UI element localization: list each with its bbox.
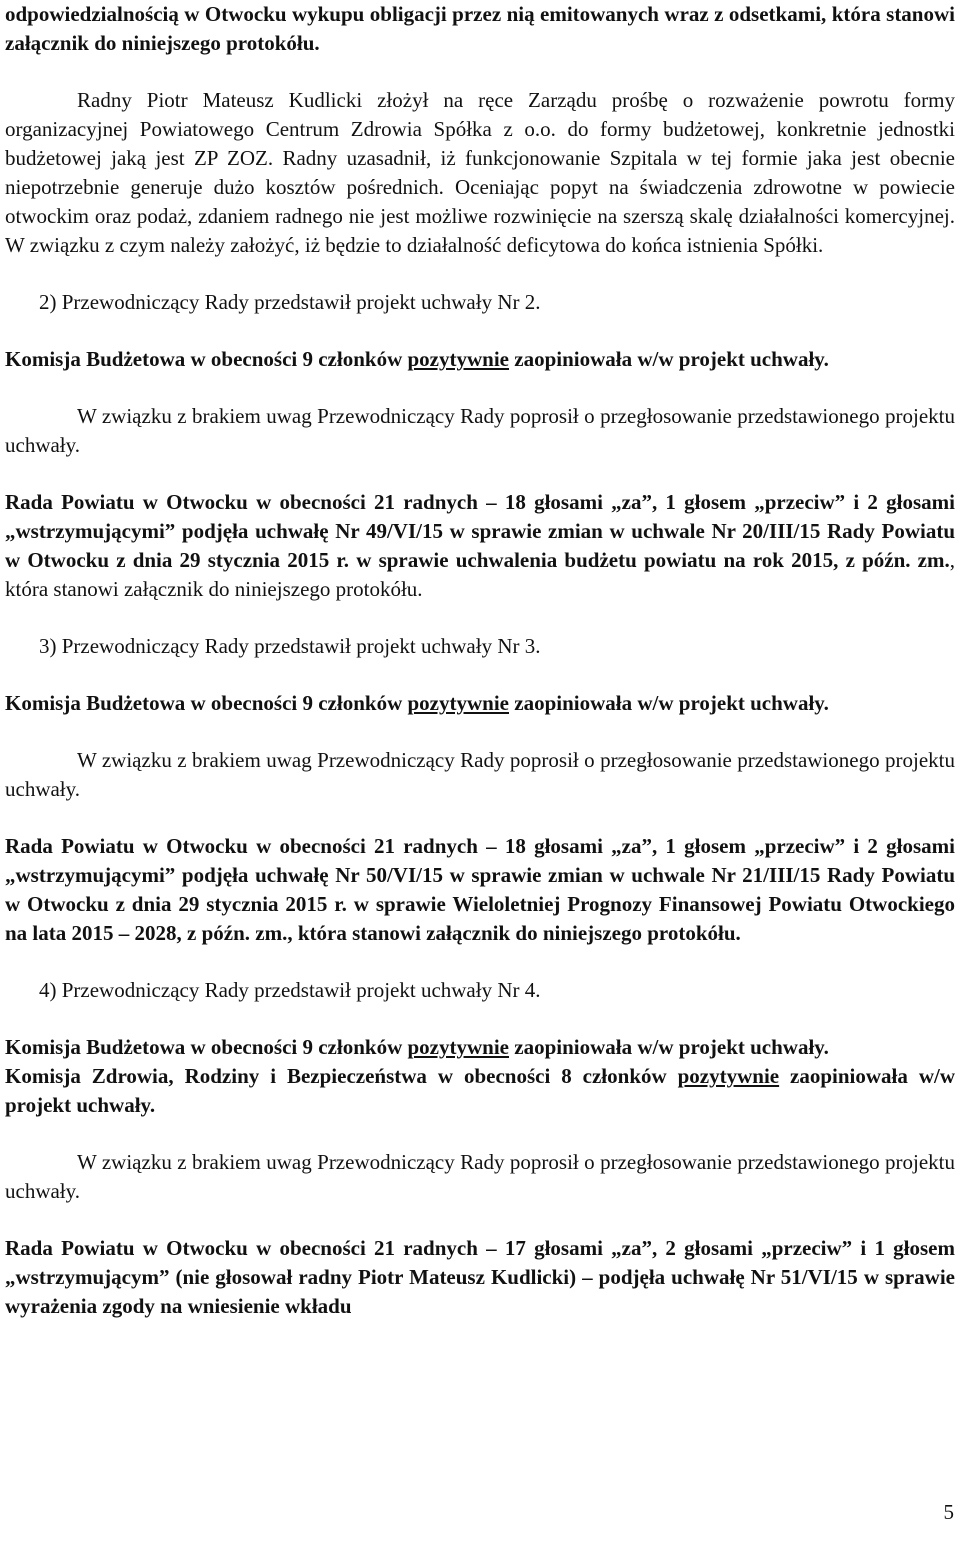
agenda-item-3: 3) Przewodniczący Rady przedstawił projekt uchwały Nr 3. [39,634,541,658]
budget-committee-opinion-2 [5,345,955,374]
paragraph-kudlicki-request: Radny Piotr Mateusz Kudlicki złożył na ręce Zarządu prośbę o rozważenie powrotu formy organizacyjnej Powiatowego Centrum Zdrowia Spółka z o.o. do formy budżetowej, konkretnie jednostki budżetowej jaką jest ZP ZOZ. Radny uzasadnił, iż funkcjonowanie Szpitala w tej formie jaka jest obecnie niepotrzebnie generuje dużo kosztów pośrednich. Oceniając popyt na świadczenia zdrowotne w powiecie otwockim oraz podaż, zdaniem radnego nie jest możliwe rozwinięcie na szerszą skalę działalności komercyjnej. W związku z czym należy założyć, iż będzie to działalność deficytowa do końca istnienia Spółki. [5,88,955,257]
spacer [5,948,955,976]
budget-committee-opinion-3 [5,689,955,718]
resolution-text: Rada Powiatu w Otwocku w obecności 21 radnych – 18 głosami „za”, 1 głosem „przeciw” i 2 głosami „wstrzymującymi” podjęła uchwałę Nr 50/VI/15 w sprawie zmian w uchwale Nr 21/III/15 Rady Powiatu w Otwocku z dnia 29 stycznia 2015 r. w sprawie Wieloletniej Prognozy Finansowej Powiatu Otwockiego na lata 2015 – 2028, z późn. zm. [5,834,955,945]
vote-request-2: W związku z brakiem uwag Przewodniczący Rady poprosił o przegłosowanie przedstawionego projektu uchwały. [5,404,955,457]
page-number: 5 [943,1500,954,1524]
spacer [5,718,955,746]
spacer [5,58,955,86]
opinion-positive: pozytywnie [407,347,509,371]
opinion-text: zaopiniowała w/w projekt uchwały. [5,1064,955,1117]
council-resolution-3 [5,832,955,948]
opinion-positive: pozytywnie [677,1064,780,1088]
vote-request-4: W związku z brakiem uwag Przewodniczący Rady poprosił o przegłosowanie przedstawionego projektu uchwały. [5,1150,955,1203]
opinion-text: Komisja Zdrowia, Rodziny i Bezpieczeństwa w obecności 8 członków [5,1064,678,1088]
spacer [5,317,955,345]
opinion-text: Komisja Budżetowa w obecności 9 członków [5,347,408,371]
spacer [5,460,955,488]
spacer [5,604,955,632]
spacer [5,1005,955,1033]
opinion-text: zaopiniowała w/w projekt uchwały. [509,1035,829,1059]
opinion-text: Komisja Budżetowa w obecności 9 członków [5,691,408,715]
spacer [5,1206,955,1234]
opinion-text: Komisja Budżetowa w obecności 9 członków [5,1035,408,1059]
health-committee-opinion-4 [5,1062,955,1120]
resolution-text: Rada Powiatu w Otwocku w obecności 21 radnych – 18 głosami „za”, 1 głosem „przeciw” i 2 głosami „wstrzymującymi” podjęła uchwałę Nr 49/VI/15 w sprawie zmian w uchwale Nr 20/III/15 Rady Powiatu w Otwocku z dnia 29 stycznia 2015 r. w sprawie uchwalenia budżetu powiatu na rok 2015, z późn. zm. [5,490,955,572]
spacer [5,260,955,288]
agenda-item-4: 4) Przewodniczący Rady przedstawił projekt uchwały Nr 4. [39,978,541,1002]
opinion-positive: pozytywnie [407,1035,509,1059]
spacer [5,374,955,402]
spacer [5,1120,955,1148]
council-resolution-2 [5,488,955,604]
resolution-tail: , która stanowi załącznik do niniejszego protokółu. [5,548,955,601]
opinion-text: zaopiniowała w/w projekt uchwały. [509,691,829,715]
opinion-text: zaopiniowała w/w projekt uchwały. [509,347,829,371]
resolution-tail: , która stanowi załącznik do niniejszego protokółu. [287,921,741,945]
spacer [5,661,955,689]
council-resolution-4: Rada Powiatu w Otwocku w obecności 21 radnych – 17 głosami „za”, 2 głosami „przeciw” i 1 głosem „wstrzymującym” (nie głosował radny Piotr Mateusz Kudlicki) – podjęła uchwałę Nr 51/VI/15 w sprawie wyrażenia zgody na wniesienie wkładu [5,1236,955,1318]
agenda-item-2: 2) Przewodniczący Rady przedstawił projekt uchwały Nr 2. [39,290,541,314]
paragraph-continuation: odpowiedzialnością w Otwocku wykupu obligacji przez nią emitowanych wraz z odsetkami, która stanowi załącznik do niniejszego protokółu. [5,2,955,55]
opinion-positive: pozytywnie [407,691,509,715]
budget-committee-opinion-4 [5,1033,955,1062]
spacer [5,804,955,832]
vote-request-3: W związku z brakiem uwag Przewodniczący Rady poprosił o przegłosowanie przedstawionego projektu uchwały. [5,748,955,801]
